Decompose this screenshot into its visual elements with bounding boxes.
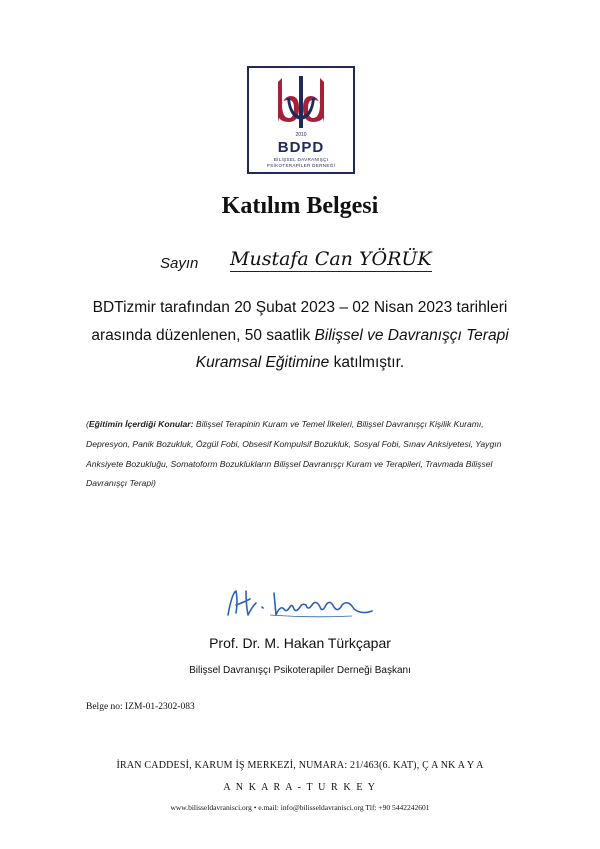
- logo-subtitle-line2: PSİKOTERAPİLER DERNEĞİ: [266, 163, 336, 168]
- course-topics: (Eğitimin İçerdiği Konular: Bilişsel Terapinin Kuram ve Temel İlkeleri, Bilişsel Davranışçı Kişilik Kuramı, Depresyon, Panik Bozukluk, Özgül Fobi, Obsesif Kompulsif Bozukluk, Sosyal Fobi, Sınav Anksiyetesi, Yaygın Anksiyete Bozukluğu, Somatoform Bozuklukların Bilişsel Davranışçı Kuram ve Terapileri, Travmada Bilişsel Davranışçı Terapi): [86, 419, 502, 489]
- signer-title: Bilişsel Davranışçı Psikoterapiler Derneği Başkanı: [189, 665, 411, 676]
- body-ending: katılmıştır.: [329, 354, 405, 371]
- course-name-part1: Bilişsel ve Davranışçı Terapi: [314, 326, 509, 344]
- contact-info: www.bilisseldavranisci.org • e.mail: info@bilisseldavranisci.org Tlf: +90 5442242601: [170, 803, 430, 812]
- body-line2: [40, 322, 560, 350]
- association-logo: [247, 66, 355, 174]
- body-text: arasında düzenlenen, 50 saatlik: [91, 326, 315, 344]
- certificate-title: Katılım Belgesi: [221, 193, 379, 219]
- signature-image: [222, 585, 382, 621]
- logo-subtitle-line1: BİLİŞSEL DAVRANIŞÇI: [273, 157, 329, 162]
- signer-name: Prof. Dr. M. Hakan Türkçapar: [209, 635, 391, 651]
- course-name-part2: Kuramsal Eğitimine: [195, 354, 330, 371]
- body-line3: [40, 349, 560, 377]
- logo-year: 2010: [295, 132, 307, 138]
- address-line1: İRAN CADDESİ, KARUM İŞ MERKEZİ, NUMARA: 21/463(6. KAT), Ç A NK A Y A: [116, 760, 484, 771]
- topics-label: Eğitimin İçerdiği Konular:: [88, 419, 194, 429]
- recipient-name: Mustafa Can YÖRÜK: [230, 248, 432, 270]
- address-line2: A N K A R A - T U R K E Y: [223, 782, 377, 793]
- certificate-number: Belge no: IZM-01-2302-083: [86, 702, 195, 712]
- salutation: Sayın: [160, 255, 199, 272]
- certificate-body: [40, 294, 560, 377]
- body-line1: BDTizmir tarafından 20 Şubat 2023 – 02 Nisan 2023 tarihleri: [92, 299, 508, 316]
- logo-name: BDPD: [277, 139, 325, 156]
- topics-text: Bilişsel Terapinin Kuram ve Temel İlkeleri, Bilişsel Davranışçı Kişilik Kuramı, Depresyon, Panik Bozukluk, Özgül Fobi, Obsesif Kompulsif Bozukluk, Sosyal Fobi, Sınav Anksiyetesi, Yaygın Anksiyete Bozukluğu, Somatoform Bozuklukların Bilişsel Davranışçı Kuram ve Terapileri, Travmada Bilişsel Davranışçı Terapi): [86, 419, 502, 489]
